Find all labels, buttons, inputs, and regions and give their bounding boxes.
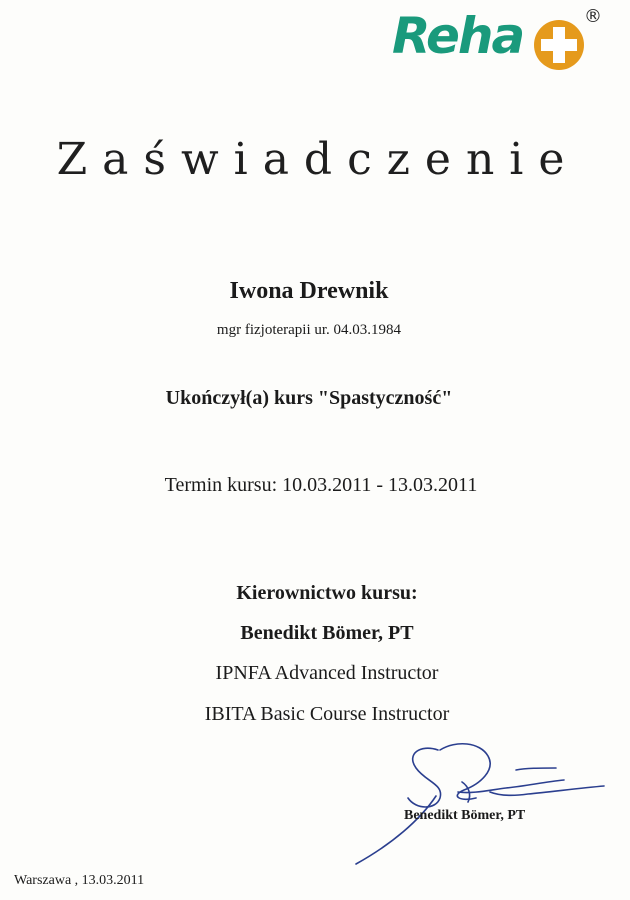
signature-caption: Benedikt Bömer, PT (404, 808, 526, 823)
recipient-name: Iwona Drewnik (229, 278, 389, 304)
certificate-title: Zaświadczenie (56, 134, 580, 185)
recipient-details: mgr fizjoterapii ur. 04.03.1984 (216, 322, 402, 338)
leader-name: Benedikt Bömer, PT (240, 622, 414, 644)
leader-role-ipnfa: IPNFA Advanced Instructor (215, 662, 439, 684)
logo-wordmark: Reha (392, 7, 524, 65)
handwritten-signature (340, 736, 610, 866)
reha-plus-logo (392, 6, 612, 70)
course-completion-line: Ukończył(a) kurs "Spastyczność" (165, 387, 453, 409)
place-and-date: Warszawa , 13.03.2011 (14, 873, 145, 888)
registered-mark: ® (584, 6, 602, 27)
plus-icon (532, 18, 586, 72)
course-term: Termin kursu: 10.03.2011 - 13.03.2011 (164, 474, 478, 496)
leader-role-ibita: IBITA Basic Course Instructor (204, 703, 450, 725)
leadership-heading: Kierownictwo kursu: (236, 582, 418, 604)
